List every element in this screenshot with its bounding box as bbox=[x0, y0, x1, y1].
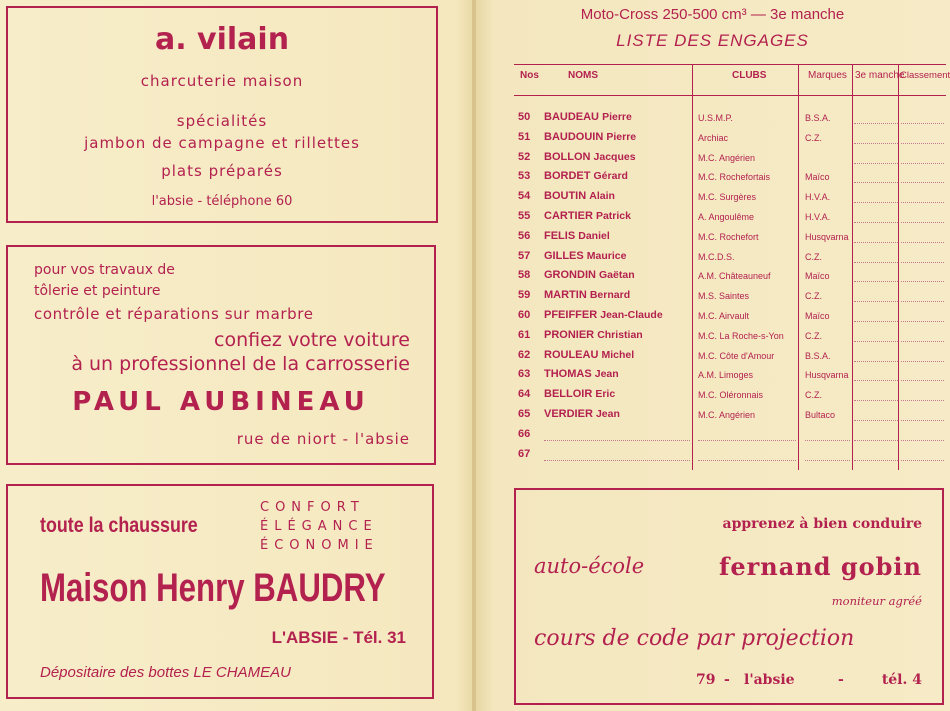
entry-ranking-blank bbox=[901, 460, 944, 461]
ad-aubineau-line5: à un professionnel de la carrosserie bbox=[71, 353, 410, 375]
entry-first-name: Daniel bbox=[578, 229, 610, 242]
entry-club: M.C. Airvault bbox=[698, 311, 750, 321]
entry-last-name: ROULEAU bbox=[544, 348, 599, 361]
ad-baudry-footer: Dépositaire des bottes LE CHAMEAU bbox=[40, 664, 291, 681]
entry-brand: Husqvarna bbox=[805, 370, 849, 381]
entry-blank-line bbox=[805, 440, 850, 441]
entry-club: M.C. Rochefort bbox=[698, 231, 759, 242]
entry-ranking-blank bbox=[901, 123, 944, 124]
ad-baudry-word-2: ÉLÉGANCE bbox=[260, 519, 378, 534]
entry-last-name: GILLES bbox=[544, 249, 584, 262]
entry-first-name: Christian bbox=[597, 328, 643, 341]
entry-number: 63 bbox=[518, 368, 531, 381]
entry-club: M.C. Côte d'Amour bbox=[698, 350, 775, 361]
entry-brand: Maïco bbox=[805, 271, 830, 282]
entry-ranking-blank bbox=[901, 182, 944, 183]
entry-row bbox=[514, 306, 946, 326]
ad-baudry-word-3: ÉCONOMIE bbox=[260, 538, 379, 553]
entry-row bbox=[514, 326, 946, 346]
entry-row bbox=[514, 207, 946, 227]
col-header-ranking: Classement bbox=[900, 70, 950, 81]
ad-aubineau-line4: confiez votre voiture bbox=[214, 329, 410, 351]
entry-number: 65 bbox=[518, 408, 531, 420]
entry-row bbox=[514, 286, 946, 306]
entry-name bbox=[544, 269, 635, 281]
entry-number: 62 bbox=[518, 348, 531, 361]
entry-number: 67 bbox=[518, 447, 531, 460]
entry-name bbox=[544, 368, 619, 380]
entry-ranking-blank bbox=[901, 380, 944, 381]
entry-ranking-blank bbox=[901, 400, 944, 401]
entry-round-blank bbox=[854, 242, 898, 243]
entry-last-name: PFEIFFER bbox=[544, 309, 598, 321]
entry-name bbox=[544, 289, 630, 301]
ad-gobin-town: l'absie bbox=[744, 672, 795, 688]
entry-ranking-blank bbox=[901, 440, 944, 441]
col-header-brands: Marques bbox=[808, 70, 847, 81]
entry-club: M.C. Surgères bbox=[698, 192, 757, 203]
entry-round-blank bbox=[854, 361, 898, 362]
entry-blank-line bbox=[698, 460, 796, 461]
entry-name bbox=[544, 388, 615, 400]
ad-aubineau-line2: tôlerie et peinture bbox=[34, 283, 161, 299]
ad-gobin-slogan: cours de code par projection bbox=[534, 626, 855, 651]
entry-round-blank bbox=[854, 143, 898, 144]
ad-vilain-line5: l'absie - téléphone 60 bbox=[151, 194, 293, 209]
race-title: Moto-Cross 250-500 cm³ — 3e manche bbox=[580, 6, 845, 23]
entry-round-blank bbox=[854, 341, 898, 342]
entry-name bbox=[544, 111, 632, 123]
entry-first-name: Jean bbox=[594, 368, 619, 381]
ad-aubineau-line1: pour vos travaux de bbox=[34, 262, 175, 278]
ad-baudry-tagline: toute la chaussure bbox=[40, 514, 198, 537]
ad-aubineau-line3: contrôle et réparations sur marbre bbox=[34, 305, 314, 323]
entry-round-blank bbox=[854, 222, 898, 223]
entry-last-name: GRONDIN bbox=[544, 269, 596, 282]
entry-name bbox=[544, 230, 610, 242]
ad-gobin-separator-2: - bbox=[838, 672, 844, 688]
entry-first-name: Michel bbox=[601, 348, 635, 361]
entry-name bbox=[544, 170, 628, 182]
entry-round-blank bbox=[854, 301, 898, 302]
entry-last-name: BAUDEAU bbox=[544, 111, 599, 123]
entry-last-name: BELLOIR bbox=[544, 388, 593, 401]
entry-last-name: MARTIN bbox=[544, 289, 587, 302]
entry-last-name: THOMAS bbox=[544, 368, 592, 381]
entry-first-name: Jacques bbox=[593, 150, 636, 163]
entry-number: 64 bbox=[518, 388, 531, 401]
entry-row bbox=[514, 365, 946, 385]
entry-club: A.M. Limoges bbox=[698, 370, 754, 381]
ad-baudry-name: Maison Henry BAUDRY bbox=[40, 566, 386, 610]
entry-round-blank bbox=[854, 182, 898, 183]
entry-last-name: FELIS bbox=[544, 229, 576, 242]
entry-row bbox=[514, 405, 946, 425]
entry-row bbox=[514, 266, 946, 286]
entry-round-blank bbox=[854, 380, 898, 381]
entry-ranking-blank bbox=[901, 222, 944, 223]
entry-club: A. Angoulême bbox=[698, 212, 755, 222]
entry-first-name: Patrick bbox=[595, 210, 631, 222]
entry-number: 61 bbox=[518, 328, 531, 341]
entry-first-name: Jean bbox=[595, 408, 620, 420]
entry-name bbox=[544, 309, 663, 321]
entry-round-blank bbox=[854, 400, 898, 401]
entry-club: M.C. Rochefortais bbox=[698, 172, 771, 183]
entry-number: 54 bbox=[518, 190, 531, 203]
col-header-round: 3e manche bbox=[855, 70, 905, 81]
entry-number: 57 bbox=[518, 249, 531, 262]
entry-ranking-blank bbox=[901, 202, 944, 203]
entry-brand: Maïco bbox=[805, 172, 830, 183]
ad-baudry-word-1: CONFORT bbox=[260, 500, 365, 515]
entry-name bbox=[544, 210, 631, 222]
ad-gobin-school: auto-école bbox=[534, 554, 645, 578]
entry-brand: B.S.A. bbox=[805, 113, 831, 123]
col-header-clubs: CLUBS bbox=[732, 70, 767, 81]
ad-vilain-line3: jambon de campagne et rillettes bbox=[84, 134, 360, 152]
entry-name bbox=[544, 349, 634, 361]
entry-ranking-blank bbox=[901, 301, 944, 302]
entry-ranking-blank bbox=[901, 242, 944, 243]
entry-brand: C.Z. bbox=[805, 251, 822, 262]
entry-number: 56 bbox=[518, 229, 531, 242]
entry-name bbox=[544, 250, 626, 262]
entry-brand: H.V.A. bbox=[805, 212, 831, 222]
entry-first-name: Jean-Claude bbox=[600, 309, 663, 321]
entry-ranking-blank bbox=[901, 341, 944, 342]
entry-number: 50 bbox=[518, 111, 531, 123]
entry-ranking-blank bbox=[901, 420, 944, 421]
entry-blank-line bbox=[544, 440, 690, 441]
entry-round-blank bbox=[854, 202, 898, 203]
entry-blank-line bbox=[805, 460, 850, 461]
ad-vilain-line1: charcuterie maison bbox=[140, 72, 304, 90]
ad-aubineau bbox=[6, 245, 436, 465]
entry-number: 52 bbox=[518, 150, 531, 163]
col-header-names: NOMS bbox=[568, 70, 598, 81]
entry-number: 59 bbox=[518, 289, 531, 302]
entry-last-name: BOUTIN bbox=[544, 190, 587, 203]
ad-baudry bbox=[6, 484, 434, 699]
ad-vilain bbox=[6, 6, 438, 223]
ad-vilain-line4: plats préparés bbox=[161, 162, 283, 180]
entry-last-name: CARTIER bbox=[544, 210, 593, 222]
entry-club: M.C. Angérien bbox=[698, 410, 756, 420]
ad-aubineau-name: PAUL AUBINEAU bbox=[72, 387, 370, 417]
entry-brand: Maïco bbox=[805, 311, 830, 321]
entry-club: Archiac bbox=[698, 132, 729, 143]
entry-round-blank bbox=[854, 163, 898, 164]
entry-brand: Husqvarna bbox=[805, 231, 849, 242]
entry-ranking-blank bbox=[901, 163, 944, 164]
entry-row bbox=[514, 128, 946, 148]
entry-first-name: Gaëtan bbox=[599, 269, 635, 282]
entries-title: LISTE DES ENGAGES bbox=[616, 31, 809, 50]
entry-name bbox=[544, 151, 636, 163]
entry-last-name: BORDET bbox=[544, 170, 591, 183]
entry-row bbox=[514, 227, 946, 247]
entry-number: 53 bbox=[518, 170, 531, 183]
ad-baudry-town: L'ABSIE - Tél. 31 bbox=[271, 628, 406, 647]
entry-round-blank bbox=[854, 262, 898, 263]
entry-ranking-blank bbox=[901, 361, 944, 362]
ad-gobin-dept: 79 bbox=[696, 672, 716, 688]
entry-name bbox=[544, 190, 615, 202]
ad-vilain-name: a. vilain bbox=[154, 22, 290, 57]
entry-first-name: Alain bbox=[589, 190, 615, 203]
entry-first-name: Pierre bbox=[606, 130, 637, 143]
entry-first-name: Gérard bbox=[593, 170, 628, 183]
entry-round-blank bbox=[854, 420, 898, 421]
entry-club: U.S.M.P. bbox=[698, 113, 733, 123]
entry-round-blank bbox=[854, 321, 898, 322]
table-header-rule bbox=[514, 95, 946, 96]
entry-brand: B.S.A. bbox=[805, 350, 831, 361]
entry-brand: C.Z. bbox=[805, 132, 822, 143]
entry-first-name: Bernard bbox=[589, 289, 631, 302]
entry-first-name: Eric bbox=[595, 388, 616, 401]
entry-name bbox=[544, 131, 636, 143]
entry-club: A.M. Châteauneuf bbox=[698, 271, 771, 282]
entry-row bbox=[514, 167, 946, 187]
entry-row bbox=[514, 445, 946, 465]
entry-club: M.S. Saintes bbox=[698, 291, 750, 302]
entry-number: 60 bbox=[518, 309, 531, 321]
entry-number: 58 bbox=[518, 269, 531, 282]
entry-row bbox=[514, 187, 946, 207]
ad-gobin-tagline: apprenez à bien conduire bbox=[722, 516, 922, 532]
entry-club: M.C.D.S. bbox=[698, 251, 735, 262]
entry-ranking-blank bbox=[901, 321, 944, 322]
entry-name bbox=[544, 329, 643, 341]
entry-ranking-blank bbox=[901, 281, 944, 282]
entry-row bbox=[514, 346, 946, 366]
entry-name bbox=[544, 408, 620, 420]
entry-blank-line bbox=[698, 440, 796, 441]
ad-aubineau-address: rue de niort - l'absie bbox=[236, 430, 410, 448]
book-spine bbox=[472, 0, 476, 711]
entry-last-name: BOLLON bbox=[544, 150, 591, 163]
entry-first-name: Pierre bbox=[602, 111, 632, 123]
entry-ranking-blank bbox=[901, 143, 944, 144]
entry-round-blank bbox=[854, 123, 898, 124]
ad-gobin-separator-1: - bbox=[724, 672, 730, 688]
entry-club: M.C. Angérien bbox=[698, 152, 756, 163]
entry-number: 51 bbox=[518, 130, 531, 143]
entry-brand: C.Z. bbox=[805, 390, 822, 401]
ad-gobin bbox=[514, 488, 944, 705]
entry-row bbox=[514, 425, 946, 445]
entry-round-blank bbox=[854, 281, 898, 282]
entry-round-blank bbox=[854, 440, 898, 441]
entry-row bbox=[514, 148, 946, 168]
entry-club: M.C. La Roche-s-Yon bbox=[698, 330, 784, 341]
entry-number: 55 bbox=[518, 210, 531, 222]
entry-round-blank bbox=[854, 460, 898, 461]
ad-gobin-name: fernand gobin bbox=[719, 552, 922, 581]
entry-first-name: Maurice bbox=[586, 249, 627, 262]
entry-brand: C.Z. bbox=[805, 330, 822, 341]
entry-brand: C.Z. bbox=[805, 291, 822, 302]
entry-row bbox=[514, 108, 946, 128]
entry-row bbox=[514, 247, 946, 267]
entry-last-name: PRONIER bbox=[544, 328, 595, 341]
entry-brand: Bultaco bbox=[805, 410, 836, 420]
entry-brand: H.V.A. bbox=[805, 192, 831, 203]
entry-row bbox=[514, 385, 946, 405]
entry-ranking-blank bbox=[901, 262, 944, 263]
entry-club: M.C. Oléronnais bbox=[698, 390, 764, 401]
ad-gobin-phone: tél. 4 bbox=[881, 672, 922, 688]
entry-last-name: BAUDOUIN bbox=[544, 130, 604, 143]
col-header-num: Nos bbox=[520, 70, 539, 81]
entry-number: 66 bbox=[518, 427, 531, 440]
entry-blank-line bbox=[544, 460, 690, 461]
ad-vilain-line2: spécialités bbox=[176, 112, 268, 130]
table-top-rule bbox=[514, 64, 946, 65]
ad-gobin-title: moniteur agréé bbox=[831, 594, 922, 608]
entry-last-name: VERDIER bbox=[544, 408, 593, 420]
